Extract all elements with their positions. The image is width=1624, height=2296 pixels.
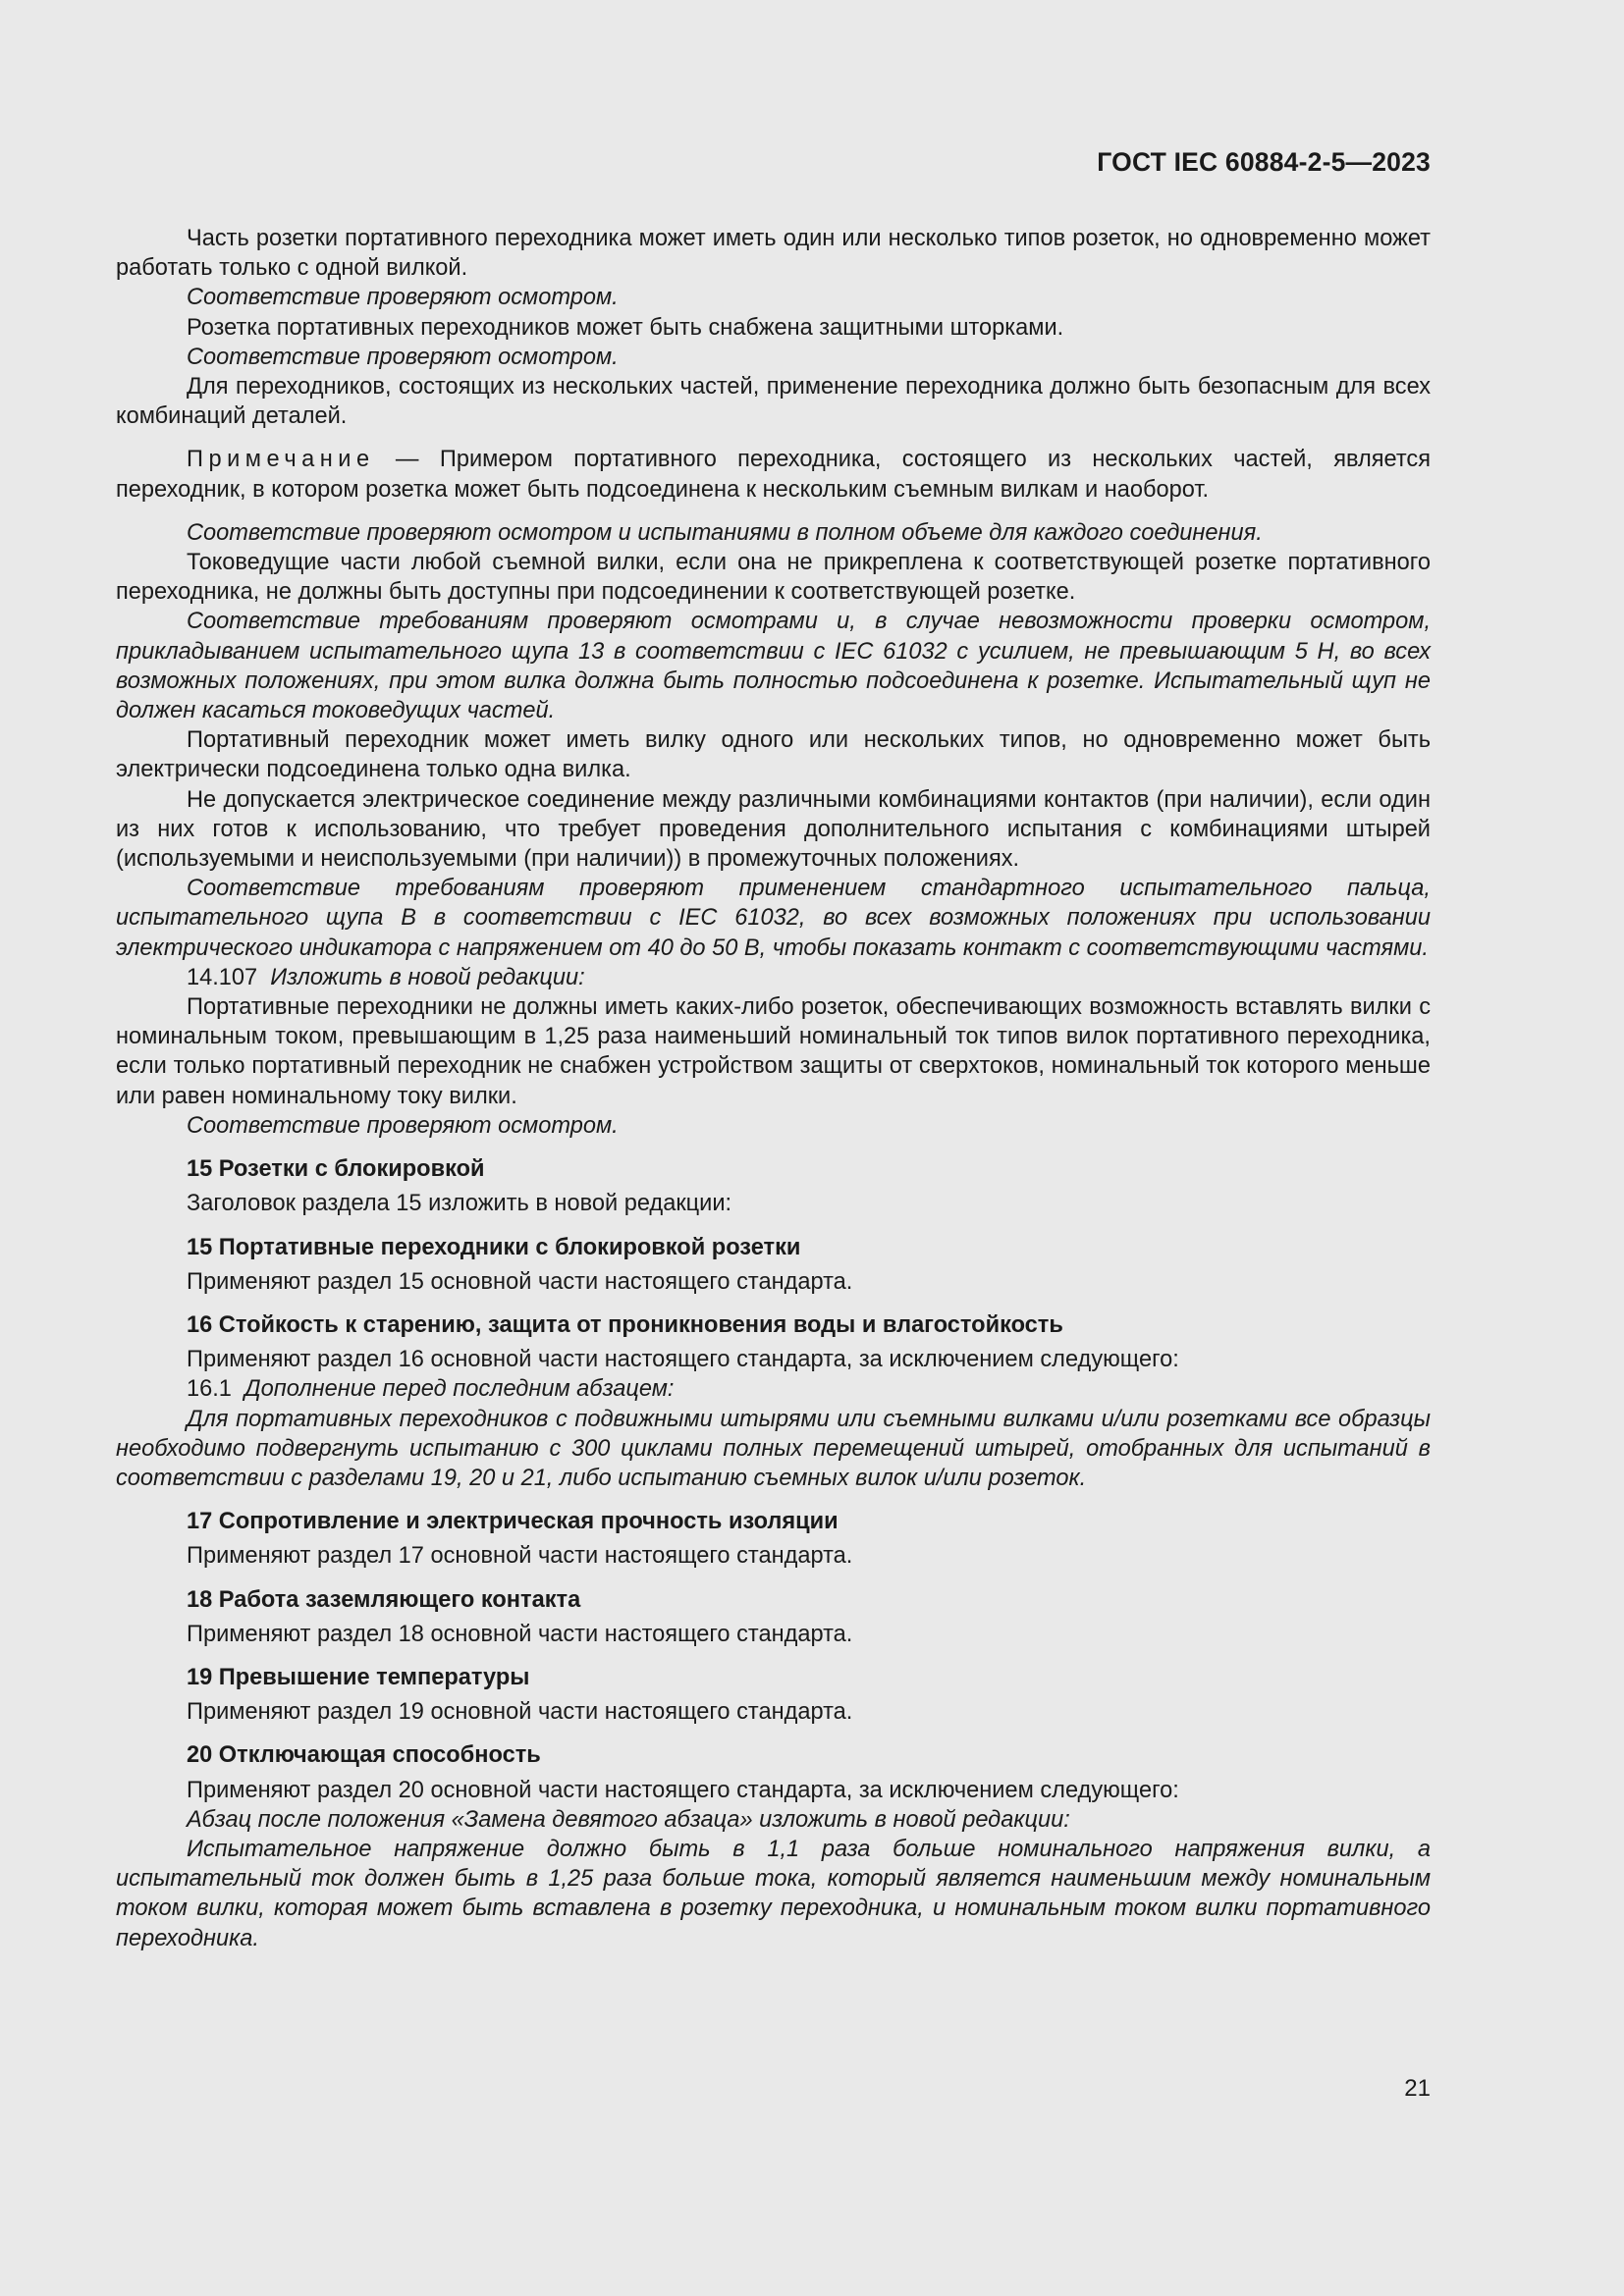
section-heading: 15 Розетки с блокировкой [187, 1156, 485, 1183]
compliance-paragraph: Соответствие требованиям проверяют осмотрами и, в случае невозможности проверки осмотром, прикладыванием испытательного щупа 13 в соответствии с IEC 61032 с усилием, не превышающим 5 Н, во всех возможных положениях, при этом вилка должна быть полностью подсоединена к розетке. Испытательный щуп не должен касаться токоведущих частей. [116, 609, 1431, 724]
paragraph: Портативный переходник может иметь вилку одного или нескольких типов, но одновременно может быть электрически подсоединена только одна вилка. [116, 727, 1431, 783]
section-heading: 17 Сопротивление и электрическая прочность изоляции [187, 1509, 839, 1535]
paragraph: Часть розетки портативного переходника может иметь один или несколько типов розеток, но одновременно может работать только с одной вилкой. [116, 226, 1431, 282]
section-heading: 19 Превышение температуры [187, 1664, 530, 1690]
document-body [116, 224, 1431, 1953]
paragraph: Применяют раздел 17 основной части настоящего стандарта. [187, 1543, 853, 1570]
section-heading: 16 Стойкость к старению, защита от проникновения воды и влагостойкость [187, 1311, 1063, 1338]
page-number: 21 [1404, 2075, 1431, 2102]
clause-instruction-text: Изложить в новой редакции: [270, 964, 585, 990]
note-paragraph [116, 445, 1431, 504]
clause-instruction: Абзац после положения «Замена девятого абзаца» изложить в новой редакции: [187, 1806, 1070, 1833]
compliance-paragraph: Соответствие проверяют осмотром. [187, 344, 619, 370]
compliance-paragraph: Соответствие требованиям проверяют применением стандартного испытательного пальца, испытательного щупа В в соответствии с IEC 61032, во всех возможных положениях при использовании электрического индикатора с напряжением от 40 до 50 В, чтобы показать контакт с соответствующими частями. [116, 876, 1431, 961]
paragraph: Применяют раздел 19 основной части настоящего стандарта. [187, 1699, 853, 1726]
paragraph: Заголовок раздела 15 изложить в новой редакции: [187, 1191, 732, 1217]
paragraph: Применяют раздел 15 основной части настоящего стандарта. [187, 1268, 853, 1295]
section-heading: 18 Работа заземляющего контакта [187, 1586, 581, 1613]
clause-instruction [116, 963, 1431, 992]
paragraph: Токоведущие части любой съемной вилки, если она не прикреплена к соответствующей розетке портативного переходника, не должны быть доступны при подсоединении к соответствующей розетке. [116, 550, 1431, 606]
paragraph: Портативные переходники не должны иметь каких-либо розеток, обеспечивающих возможность вставлять вилки с номинальным током, превышающим в 1,25 раза наименьший номинальный ток типов вилок портативного переходника, если только портативный переходник не снабжен устройством защиты от сверхтоков, номинальный ток которого меньше или равен номинальному току вилки. [116, 994, 1431, 1109]
section-heading: 20 Отключающая способность [187, 1742, 541, 1769]
compliance-paragraph: Соответствие проверяют осмотром и испытаниями в полном объеме для каждого соединения. [187, 519, 1263, 546]
compliance-paragraph: Соответствие проверяют осмотром. [187, 1112, 619, 1139]
clause-instruction [116, 1374, 1431, 1404]
paragraph: Не допускается электрическое соединение между различными комбинациями контактов (при наличии), если один из них готов к использованию, что требует проведения дополнительного испытания с комбинациями штырей (используемыми и неиспользуемыми (при наличии)) в промежуточных положениях. [116, 786, 1431, 873]
compliance-paragraph: Испытательное напряжение должно быть в 1,1 раза больше номинального напряжения вилки, а испытательный ток должен быть в 1,25 раза больше тока, который является наименьшим между номинальным током вилки, которая может быть вставлена в розетку переходника, и номинальным током вилки портативного переходника. [116, 1836, 1431, 1951]
paragraph: Розетка портативных переходников может быть снабжена защитными шторками. [187, 314, 1064, 341]
section-heading: 15 Портативные переходники с блокировкой розетки [187, 1234, 801, 1260]
paragraph: Применяют раздел 16 основной части настоящего стандарта, за исключением следующего: [187, 1347, 1179, 1373]
note-text: — Примером портативного переходника, состоящего из нескольких частей, является переходник, в котором розетка может быть подсоединена к нескольким съемным вилкам и наоборот. [116, 447, 1431, 503]
document-header: ГОСТ IEC 60884-2-5—2023 [1097, 147, 1431, 177]
paragraph: Применяют раздел 20 основной части настоящего стандарта, за исключением следующего: [187, 1777, 1179, 1803]
clause-instruction-text: Дополнение перед последним абзацем: [244, 1376, 675, 1403]
paragraph: Для переходников, состоящих из нескольких частей, применение переходника должно быть безопасным для всех комбинаций деталей. [116, 374, 1431, 430]
compliance-paragraph: Соответствие проверяют осмотром. [187, 285, 619, 311]
paragraph: Применяют раздел 18 основной части настоящего стандарта. [187, 1621, 853, 1647]
note-label: Примечание [187, 447, 375, 473]
clause-number: 16.1 [187, 1376, 232, 1403]
clause-number: 14.107 [187, 964, 258, 990]
compliance-paragraph: Для портативных переходников с подвижными штырями или съемными вилками и/или розетками все образцы необходимо подвергнуть испытанию с 300 циклами полных перемещений штырей, отобранных для испытаний в соответствии с разделами 19, 20 и 21, либо испытанию съемных вилок и/или розеток. [116, 1406, 1431, 1491]
